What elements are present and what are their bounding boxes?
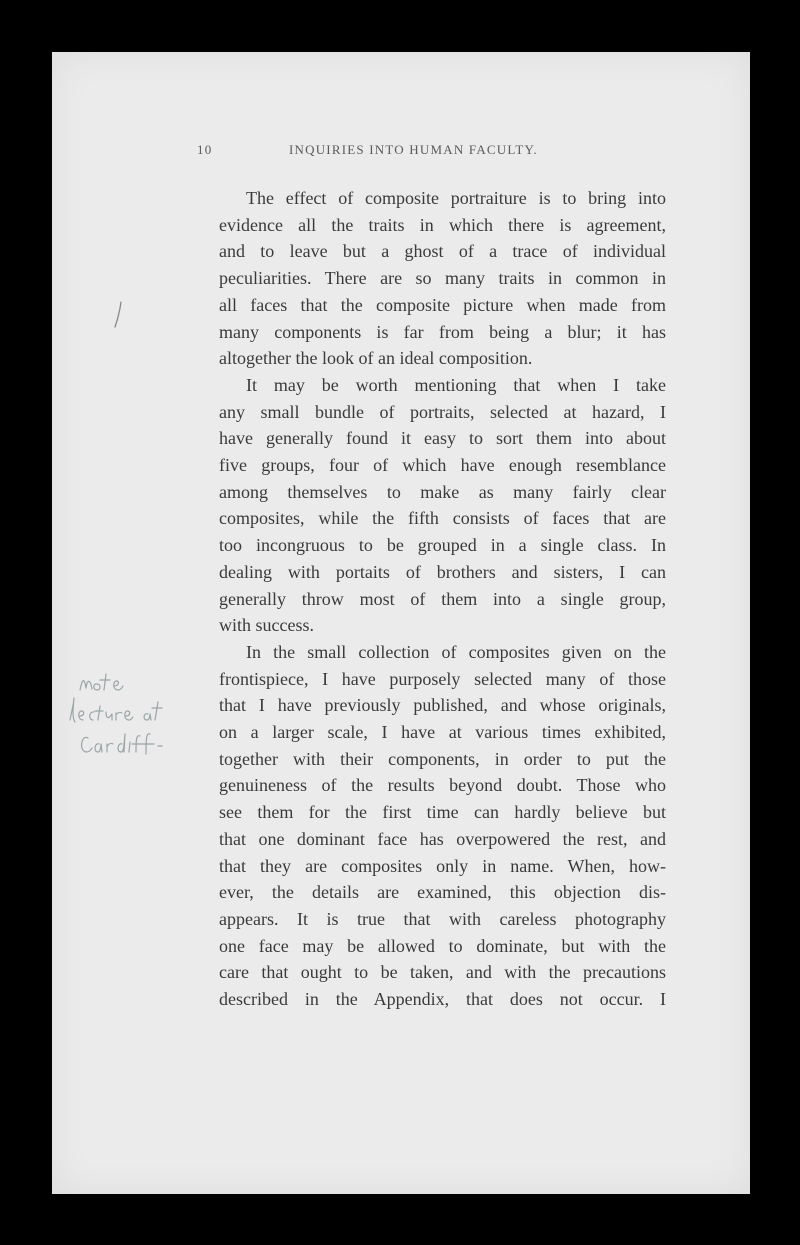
- text-line: appears. It is true that with careless photography: [219, 908, 666, 929]
- text-line: too incongruous to be grouped in a single class. In: [219, 535, 666, 556]
- text-line: that they are composites only in name. When, how-: [219, 855, 666, 876]
- text-line: among themselves to make as many fairly clear: [219, 481, 666, 502]
- text-line: one face may be allowed to dominate, but with the: [219, 935, 666, 956]
- text-line: care that ought to be taken, and with the precautions: [219, 962, 666, 983]
- text-line: five groups, four of which have enough resemblance: [219, 455, 666, 476]
- text-line: dealing with portaits of brothers and sisters, I can: [219, 561, 666, 582]
- text-line: with success.: [219, 615, 314, 636]
- text-line: have generally found it easy to sort them into about: [219, 428, 666, 449]
- paragraph-1: [192, 185, 666, 372]
- text-line: genuineness of the results beyond doubt. Those who: [219, 775, 666, 796]
- text-line: on a larger scale, I have at various times exhibited,: [219, 722, 666, 743]
- page-number: 10: [197, 142, 213, 157]
- text-line: evidence all the traits in which there is agreement,: [219, 214, 666, 235]
- text-line: altogether the look of an ideal composition.: [219, 348, 533, 369]
- text-line: In the small collection of composites given on the: [246, 641, 666, 662]
- text-line: composites, while the fifth consists of faces that are: [219, 508, 666, 529]
- text-line: generally throw most of them into a single group,: [219, 588, 666, 609]
- text-line: frontispiece, I have purposely selected many of those: [219, 668, 666, 689]
- running-title: INQUIRIES INTO HUMAN FACULTY.: [289, 142, 538, 157]
- body-text: [192, 185, 666, 1013]
- paragraph-2: [192, 372, 666, 639]
- pencil-tick-mark: [112, 300, 124, 330]
- running-head: [197, 142, 667, 166]
- text-line: and to leave but a ghost of a trace of individual: [219, 241, 666, 262]
- text-line: together with their components, in order to put the: [219, 748, 666, 769]
- text-line: peculiarities. There are so many traits in common in: [219, 268, 666, 289]
- text-line: any small bundle of portraits, selected at hazard, I: [219, 401, 666, 422]
- paragraph-3: [192, 639, 666, 1013]
- text-line: It may be worth mentioning that when I take: [246, 374, 666, 395]
- text-line: all faces that the composite picture when made from: [219, 294, 666, 315]
- text-line: that one dominant face has overpowered the rest, and: [219, 828, 666, 849]
- text-line: described in the Appendix, that does not occur. I: [219, 989, 666, 1010]
- text-line: many components is far from being a blur; it has: [219, 321, 666, 342]
- text-line: The effect of composite portraiture is to bring into: [246, 188, 666, 208]
- text-line: ever, the details are examined, this objection dis-: [219, 882, 666, 903]
- text-line: see them for the first time can hardly believe but: [219, 802, 666, 823]
- text-line: that I have previously published, and whose originals,: [219, 695, 666, 716]
- handwritten-margin-note: [62, 662, 187, 772]
